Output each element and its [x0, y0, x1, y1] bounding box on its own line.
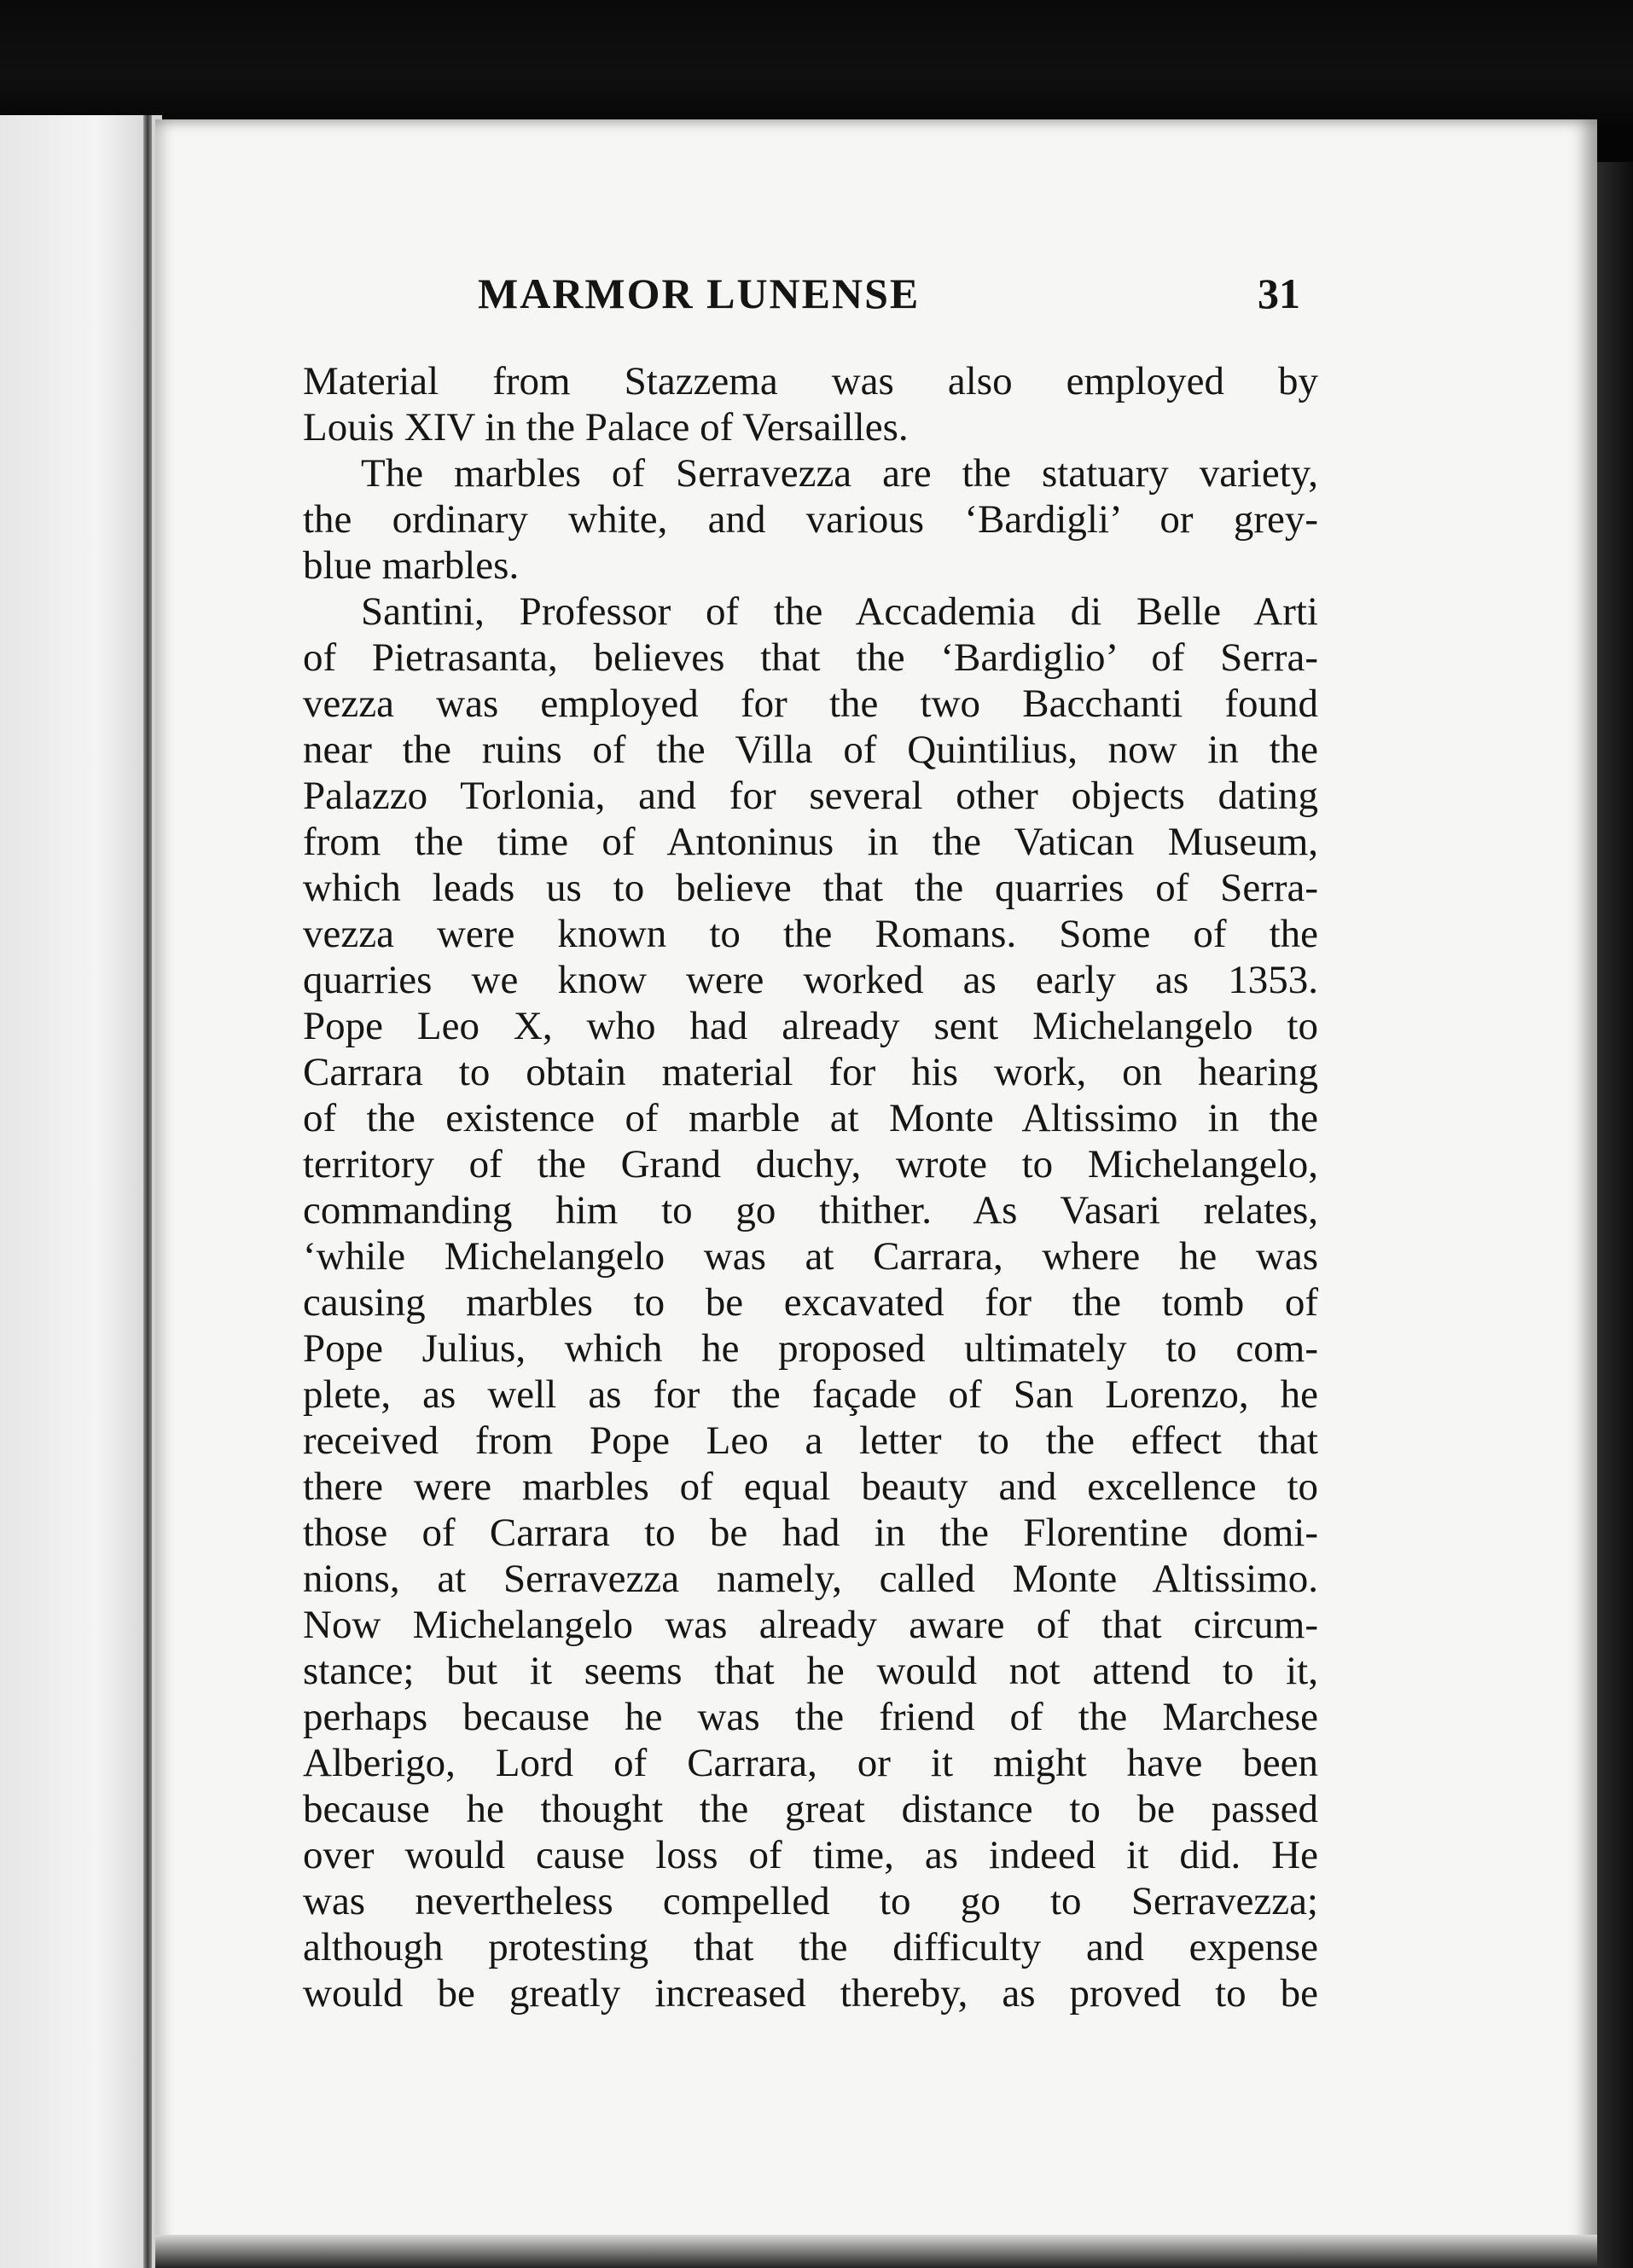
scan-background-right [1597, 162, 1633, 2268]
text-line: perhaps because he was the friend of the Marchese [303, 1695, 1318, 1739]
text-line: near the ruins of the Villa of Quintilius, now in the [303, 728, 1318, 772]
text-line: causing marbles to be excavated for the tomb of [303, 1280, 1318, 1325]
text-line: vezza was employed for the two Bacchanti found [303, 682, 1318, 726]
text-line: over would cause loss of time, as indeed it did. He [303, 1833, 1318, 1877]
text-line: was nevertheless compelled to go to Serravezza; [303, 1879, 1318, 1923]
text-line: because he thought the great distance to be passed [303, 1787, 1318, 1831]
body-text [303, 358, 1318, 2016]
page-bottom-edge [155, 2235, 1597, 2268]
text-line: although protesting that the difficulty and expense [303, 1925, 1318, 1969]
text-line: there were marbles of equal beauty and excellence to [303, 1465, 1318, 1509]
text-line: received from Pope Leo a letter to the effect that [303, 1418, 1318, 1463]
book-gutter-shadow [143, 115, 152, 2268]
text-line: of the existence of marble at Monte Altissimo in the [303, 1096, 1318, 1140]
text-line: nions, at Serravezza namely, called Monte Altissimo. [303, 1557, 1318, 1601]
previous-page-edge [0, 115, 162, 2268]
text-line: Palazzo Torlonia, and for several other objects dating [303, 774, 1318, 818]
text-line: those of Carrara to be had in the Florentine domi- [303, 1511, 1318, 1555]
text-line: blue marbles. [303, 543, 520, 588]
text-line: Carrara to obtain material for his work, on hearing [303, 1050, 1318, 1094]
text-line: ‘while Michelangelo was at Carrara, where he was [303, 1234, 1318, 1279]
text-line: Louis XIV in the Palace of Versailles. [303, 405, 909, 450]
text-line: which leads us to believe that the quarries of Serra- [303, 866, 1318, 910]
text-line: territory of the Grand duchy, wrote to Michelangelo, [303, 1142, 1318, 1186]
text-line: plete, as well as for the façade of San Lorenzo, he [303, 1372, 1318, 1417]
page-number: 31 [1258, 270, 1300, 317]
text-line: the ordinary white, and various ‘Bardigli’ or grey- [303, 497, 1318, 542]
text-line: from the time of Antoninus in the Vatican Museum, [303, 820, 1318, 864]
text-line: quarries we know were worked as early as 1353. [303, 958, 1318, 1002]
text-line: Now Michelangelo was already aware of that circum- [303, 1603, 1318, 1647]
text-line: of Pietrasanta, believes that the ‘Bardiglio’ of Serra- [303, 635, 1318, 680]
running-title: MARMOR LUNENSE [478, 270, 921, 317]
scan-background-top [0, 0, 1633, 128]
text-line: Pope Julius, which he proposed ultimately to com- [303, 1326, 1318, 1371]
text-line: vezza were known to the Romans. Some of the [303, 912, 1318, 956]
text-line: stance; but it seems that he would not attend to it, [303, 1649, 1318, 1693]
text-line: Alberigo, Lord of Carrara, or it might have been [303, 1741, 1318, 1785]
text-line: Pope Leo X, who had already sent Michelangelo to [303, 1004, 1318, 1048]
text-line: Santini, Professor of the Accademia di Belle Arti [361, 589, 1318, 634]
text-line: commanding him to go thither. As Vasari relates, [303, 1188, 1318, 1233]
text-line: The marbles of Serravezza are the statuary variety, [361, 451, 1318, 496]
text-line: would be greatly increased thereby, as proved to be [303, 1971, 1318, 2016]
text-line: Material from Stazzema was also employed by [303, 359, 1318, 403]
